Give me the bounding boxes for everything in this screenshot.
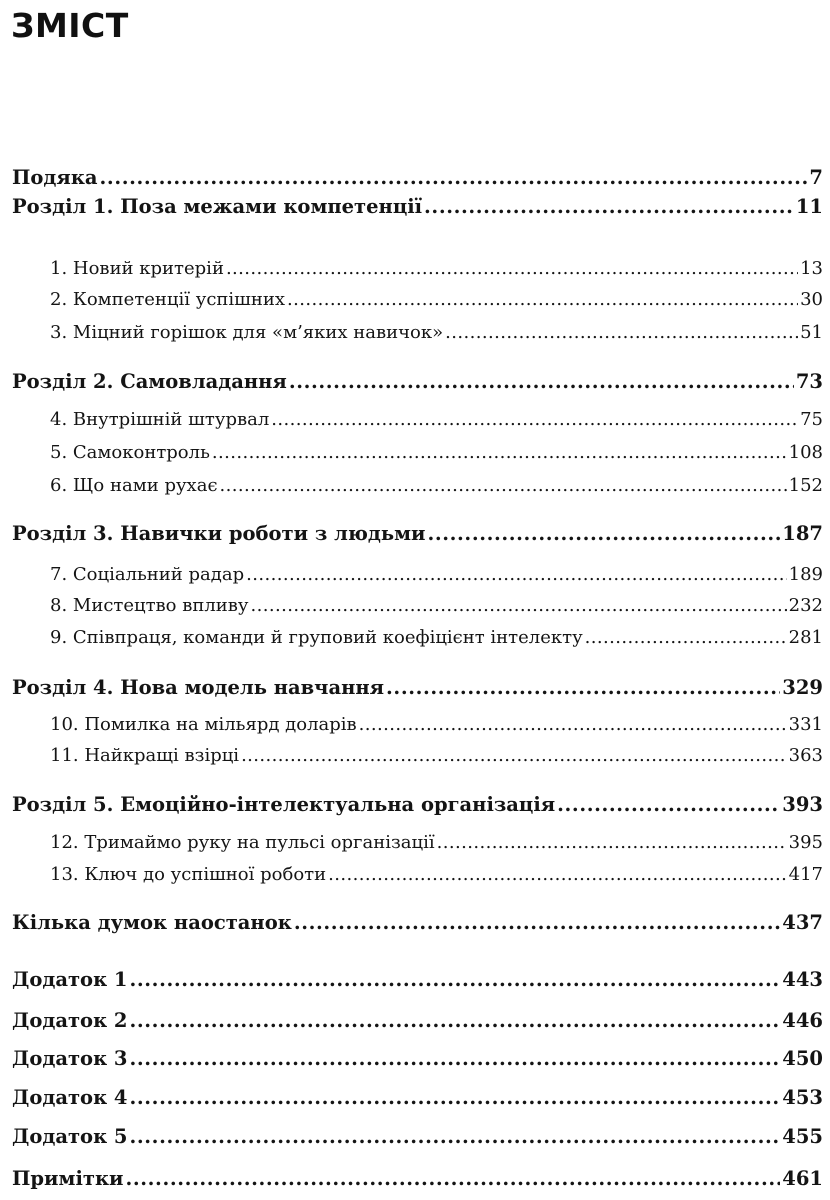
toc-entry[interactable] bbox=[50, 258, 823, 288]
dot-leader bbox=[241, 745, 787, 766]
toc-entry-title: 5. Самоконтроль bbox=[50, 442, 210, 463]
toc-entry-title: 3. Міцний горішок для «м’яких навичок» bbox=[50, 322, 444, 343]
toc-entry-page-number: 73 bbox=[795, 370, 823, 393]
toc-entry-title: 2. Компетенції успішних bbox=[50, 289, 286, 310]
toc-entry-title: Розділ 1. Поза межами компетенції bbox=[12, 195, 423, 218]
toc-entry[interactable] bbox=[50, 442, 823, 472]
toc-entry-title: 6. Що нами рухає bbox=[50, 475, 218, 496]
dot-leader bbox=[130, 1047, 781, 1070]
toc-entry-page-number: 443 bbox=[782, 968, 823, 991]
toc-entry[interactable] bbox=[50, 714, 823, 744]
dot-leader bbox=[130, 1125, 781, 1148]
toc-entry-title: Додаток 4 bbox=[12, 1086, 128, 1109]
dot-leader bbox=[557, 793, 780, 816]
toc-entry-title: 7. Соціальний радар bbox=[50, 564, 245, 585]
toc-entry-title: Розділ 2. Самовладання bbox=[12, 370, 287, 393]
toc-entry-page-number: 11 bbox=[795, 195, 823, 218]
toc-entry[interactable] bbox=[12, 1047, 823, 1077]
toc-entry[interactable] bbox=[50, 832, 823, 862]
toc-entry-page-number: 461 bbox=[782, 1167, 823, 1190]
toc-entry-title: 1. Новий критерій bbox=[50, 258, 224, 279]
page-title: ЗМІСТ bbox=[11, 6, 129, 45]
dot-leader bbox=[294, 911, 780, 934]
toc-entry[interactable] bbox=[50, 864, 823, 894]
dot-leader bbox=[359, 714, 787, 735]
dot-leader bbox=[427, 522, 780, 545]
toc-entry-page-number: 152 bbox=[788, 475, 823, 496]
toc-entry-title: Додаток 5 bbox=[12, 1125, 128, 1148]
toc-entry-page-number: 453 bbox=[782, 1086, 823, 1109]
toc-entry[interactable] bbox=[12, 1167, 823, 1197]
dot-leader bbox=[289, 370, 794, 393]
toc-entry-title: 10. Помилка на мільярд доларів bbox=[50, 714, 357, 735]
toc-entry[interactable] bbox=[12, 1125, 823, 1155]
toc-entry-page-number: 329 bbox=[782, 676, 823, 699]
dot-leader bbox=[130, 968, 781, 991]
toc-entry-page-number: 232 bbox=[788, 595, 823, 616]
dot-leader bbox=[212, 442, 787, 463]
toc-entry-page-number: 108 bbox=[788, 442, 823, 463]
toc-entry-page-number: 7 bbox=[809, 166, 823, 189]
toc-entry[interactable] bbox=[50, 595, 823, 625]
toc-entry-page-number: 393 bbox=[782, 793, 823, 816]
toc-entry-title: Розділ 5. Емоційно-інтелектуальна організація bbox=[12, 793, 556, 816]
toc-entry[interactable] bbox=[12, 1009, 823, 1039]
toc-entry-title: 9. Співпраця, команди й груповий коефіцієнт інтелекту bbox=[50, 627, 583, 648]
dot-leader bbox=[445, 322, 798, 343]
dot-leader bbox=[126, 1167, 781, 1190]
toc-entry-page-number: 187 bbox=[782, 522, 823, 545]
toc-entry[interactable] bbox=[12, 522, 823, 552]
dot-leader bbox=[246, 564, 787, 585]
toc-entry-page-number: 75 bbox=[800, 409, 823, 430]
toc-entry[interactable] bbox=[50, 322, 823, 352]
toc-entry-page-number: 450 bbox=[782, 1047, 823, 1070]
dot-leader bbox=[251, 595, 787, 616]
toc-entry-page-number: 455 bbox=[782, 1125, 823, 1148]
dot-leader bbox=[220, 475, 787, 496]
toc-entry-title: Подяка bbox=[12, 166, 98, 189]
toc-entry-title: 11. Найкращі взірці bbox=[50, 745, 240, 766]
toc-entry-title: Додаток 2 bbox=[12, 1009, 128, 1032]
toc-entry-title: 8. Мистецтво впливу bbox=[50, 595, 249, 616]
toc-entry-title: 13. Ключ до успішної роботи bbox=[50, 864, 327, 885]
toc-entry-page-number: 395 bbox=[788, 832, 823, 853]
toc-entry-title: 4. Внутрішній штурвал bbox=[50, 409, 270, 430]
dot-leader bbox=[130, 1086, 781, 1109]
toc-entry-page-number: 363 bbox=[788, 745, 823, 766]
toc-entry[interactable] bbox=[12, 676, 823, 706]
toc-entry[interactable] bbox=[12, 166, 823, 196]
toc-entry-page-number: 437 bbox=[782, 911, 823, 934]
dot-leader bbox=[424, 195, 794, 218]
toc-entry[interactable] bbox=[12, 1086, 823, 1116]
toc-entry-page-number: 417 bbox=[788, 864, 823, 885]
toc-entry-title: Розділ 4. Нова модель навчання bbox=[12, 676, 385, 699]
toc-entry-page-number: 331 bbox=[788, 714, 823, 735]
toc-entry-page-number: 30 bbox=[800, 289, 823, 310]
toc-entry[interactable] bbox=[50, 745, 823, 775]
dot-leader bbox=[287, 289, 798, 310]
toc-entry-title: 12. Тримаймо руку на пульсі організації bbox=[50, 832, 435, 853]
toc-entry[interactable] bbox=[50, 627, 823, 657]
dot-leader bbox=[328, 864, 787, 885]
toc-entry-title: Кілька думок наостанок bbox=[12, 911, 292, 934]
toc-entry-page-number: 446 bbox=[782, 1009, 823, 1032]
dot-leader bbox=[226, 258, 798, 279]
dot-leader bbox=[585, 627, 787, 648]
dot-leader bbox=[386, 676, 780, 699]
dot-leader bbox=[437, 832, 787, 853]
dot-leader bbox=[130, 1009, 781, 1032]
toc-entry[interactable] bbox=[50, 289, 823, 319]
toc-entry[interactable] bbox=[50, 475, 823, 505]
toc-entry[interactable] bbox=[12, 793, 823, 823]
toc-entry[interactable] bbox=[50, 409, 823, 439]
toc-entry-page-number: 51 bbox=[800, 322, 823, 343]
toc-entry-title: Розділ 3. Навички роботи з людьми bbox=[12, 522, 426, 545]
toc-entry-page-number: 189 bbox=[788, 564, 823, 585]
toc-entry-title: Додаток 3 bbox=[12, 1047, 128, 1070]
dot-leader bbox=[100, 166, 808, 189]
dot-leader bbox=[271, 409, 798, 430]
toc-entry[interactable] bbox=[12, 195, 823, 225]
toc-entry[interactable] bbox=[12, 911, 823, 941]
toc-entry[interactable] bbox=[12, 370, 823, 400]
toc-entry-title: Примітки bbox=[12, 1167, 124, 1190]
toc-entry-title: Додаток 1 bbox=[12, 968, 128, 991]
toc-entry-page-number: 281 bbox=[788, 627, 823, 648]
toc-entry-page-number: 13 bbox=[800, 258, 823, 279]
toc-entry[interactable] bbox=[50, 564, 823, 594]
toc-entry[interactable] bbox=[12, 968, 823, 998]
